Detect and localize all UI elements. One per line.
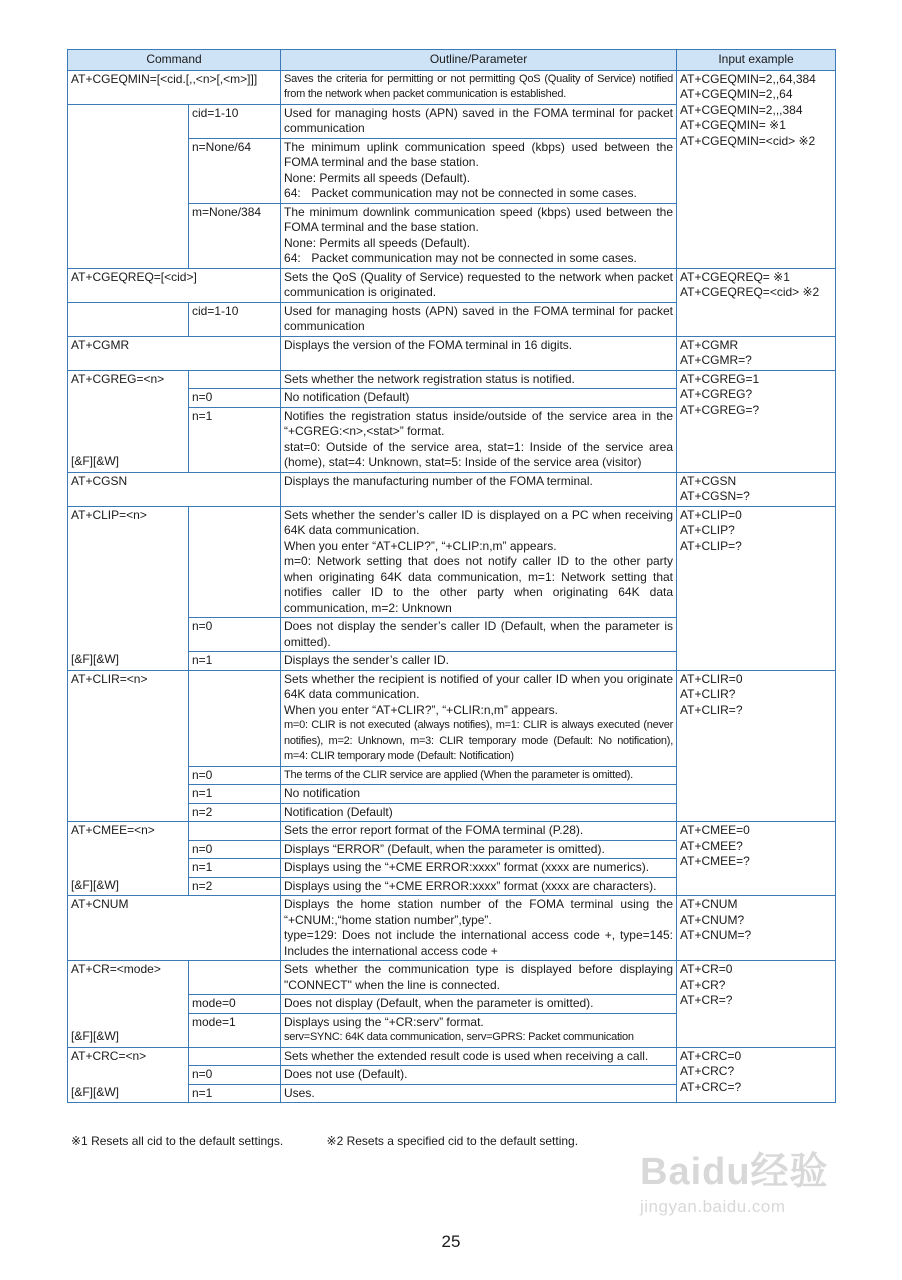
param-cgeqmin-m: m=None/384 xyxy=(189,203,281,268)
param-desc: Displays using the “+CR:serv” format. serv=SYNC: 64K data communication, serv=GPRS: Packet communication xyxy=(281,1013,677,1047)
at-command-table xyxy=(67,49,836,1103)
header-outline: Outline/Parameter xyxy=(281,50,677,71)
param-clir-n2: n=2 xyxy=(189,803,281,822)
param-desc: Used for managing hosts (APN) saved in the FOMA terminal for packet communication xyxy=(281,104,677,138)
param-cmee-n1: n=1 xyxy=(189,859,281,878)
table-row xyxy=(68,472,836,506)
command-clip: AT+CLIP=<n> [&F][&W] xyxy=(68,506,189,670)
desc-cgeqmin: Saves the criteria for permitting or not permitting QoS (Quality of Service) notified from the network when packet communication is established. xyxy=(281,70,677,104)
desc-cgsn: Displays the manufacturing number of the FOMA terminal. xyxy=(281,472,677,506)
table-row xyxy=(68,670,836,766)
factory-write-note: [&F][&W] xyxy=(71,1029,119,1043)
param-desc: Notifies the registration status inside/outside of the service area in the “+CGREG:<n>,<stat>” format. stat=0: Outside of the service area, stat=1: Inside of the service area (home), stat=4: Unknown, stat=5: Inside of the service area (visitor) xyxy=(281,407,677,472)
example-cgsn: AT+CGSN AT+CGSN=? xyxy=(677,472,836,506)
spacer-cell xyxy=(189,961,281,995)
command-crc: AT+CRC=<n> [&F][&W] xyxy=(68,1047,189,1103)
example-cmee: AT+CMEE=0 AT+CMEE? AT+CMEE=? xyxy=(677,822,836,896)
command-cgmr: AT+CGMR xyxy=(68,336,281,370)
page-number: 25 xyxy=(441,1232,461,1251)
param-desc: Displays the sender’s caller ID. xyxy=(281,652,677,671)
desc-clip: Sets whether the sender’s caller ID is displayed on a PC when receiving 64K data communication. When you enter “AT+CLIP?”, “+CLIP:n,m” appears. m=0: Network setting that does not notify caller ID to the other party when originating 64K data communication, m=1: Network setting that notifies caller ID to the other party when originating 64K data communication, m=2: Unknown xyxy=(281,506,677,618)
param-cgeqmin-n: n=None/64 xyxy=(189,138,281,203)
param-cgeqreq-cid: cid=1-10 xyxy=(189,302,281,336)
param-clir-n1: n=1 xyxy=(189,785,281,804)
param-desc: The minimum downlink communication speed (kbps) used between the FOMA terminal and the base station. None: Permits all speeds (Default). 64: Packet communication may not be connected in some cases. xyxy=(281,203,677,268)
param-desc: Displays using the “+CME ERROR:xxxx” format (xxxx are characters). xyxy=(281,877,677,896)
command-clir: AT+CLIR=<n> xyxy=(68,670,189,822)
command-cr: AT+CR=<mode> [&F][&W] xyxy=(68,961,189,1048)
param-desc: Does not use (Default). xyxy=(281,1066,677,1085)
table-header-row xyxy=(68,50,836,71)
param-desc: Uses. xyxy=(281,1084,677,1103)
desc-clir: Sets whether the recipient is notified of your caller ID when you originate 64K data communication. When you enter “AT+CLIR?”, “+CLIR:n,m” appears. m=0: CLIR is not executed (always notifies), m=1: CLIR is always executed (never notifies), m=2: Unknown, m=3: CLIR temporary mode (Default: No notification), m=4: CLIR temporary mode (Default: Notification) xyxy=(281,670,677,766)
desc-cgreg: Sets whether the network registration status is notified. xyxy=(281,370,677,389)
spacer-cell xyxy=(189,670,281,766)
param-clip-n0: n=0 xyxy=(189,618,281,652)
spacer-cell xyxy=(189,1047,281,1066)
desc-cnum: Displays the home station number of the FOMA terminal using the “+CNUM:,“home station number”,type”. type=129: Does not include the international access code +, type=145: Includes the international access code + xyxy=(281,896,677,961)
table-row xyxy=(68,1047,836,1066)
param-desc: The minimum uplink communication speed (kbps) used between the FOMA terminal and the base station. None: Permits all speeds (Default). 64: Packet communication may not be connected in some cases. xyxy=(281,138,677,203)
command-cmee: AT+CMEE=<n> [&F][&W] xyxy=(68,822,189,896)
table-row xyxy=(68,896,836,961)
example-clip: AT+CLIP=0 AT+CLIP? AT+CLIP=? xyxy=(677,506,836,670)
table-row xyxy=(68,370,836,389)
table-row xyxy=(68,70,836,104)
example-cgreg: AT+CGREG=1 AT+CGREG? AT+CGREG=? xyxy=(677,370,836,472)
param-desc: No notification (Default) xyxy=(281,389,677,408)
header-command: Command xyxy=(68,50,281,71)
desc-cgmr: Displays the version of the FOMA terminal in 16 digits. xyxy=(281,336,677,370)
param-crc-n1: n=1 xyxy=(189,1084,281,1103)
command-cgsn: AT+CGSN xyxy=(68,472,281,506)
table-row xyxy=(68,336,836,370)
factory-write-note: [&F][&W] xyxy=(71,454,119,468)
param-cgeqmin-cid: cid=1-10 xyxy=(189,104,281,138)
command-cgeqreq: AT+CGEQREQ=[<cid>] xyxy=(68,268,281,302)
param-desc: Used for managing hosts (APN) saved in the FOMA terminal for packet communication xyxy=(281,302,677,336)
footnotes xyxy=(71,1134,618,1148)
table-row xyxy=(68,506,836,618)
command-cgreg: AT+CGREG=<n> [&F][&W] xyxy=(68,370,189,472)
watermark-url: jingyan.baidu.com xyxy=(640,1197,786,1216)
param-desc: Displays using the “+CME ERROR:xxxx” format (xxxx are numerics). xyxy=(281,859,677,878)
param-clir-n0: n=0 xyxy=(189,766,281,785)
example-cgeqmin: AT+CGEQMIN=2,,64,384 AT+CGEQMIN=2,,64 AT+CGEQMIN=2,,,384 AT+CGEQMIN= ※1 AT+CGEQMIN=<cid> ※2 xyxy=(677,70,836,268)
param-clip-n1: n=1 xyxy=(189,652,281,671)
factory-write-note: [&F][&W] xyxy=(71,877,119,892)
header-example: Input example xyxy=(677,50,836,71)
example-cgeqreq: AT+CGEQREQ= ※1 AT+CGEQREQ=<cid> ※2 xyxy=(677,268,836,336)
example-crc: AT+CRC=0 AT+CRC? AT+CRC=? xyxy=(677,1047,836,1103)
desc-cgeqreq: Sets the QoS (Quality of Service) requested to the network when packet communication is originated. xyxy=(281,268,677,302)
spacer-cell xyxy=(68,302,189,336)
param-desc: Notification (Default) xyxy=(281,803,677,822)
factory-write-note: [&F][&W] xyxy=(71,1084,119,1099)
factory-write-note: [&F][&W] xyxy=(71,652,119,666)
spacer-cell xyxy=(189,370,281,389)
param-desc: Displays “ERROR” (Default, when the parameter is omitted). xyxy=(281,840,677,859)
param-desc: Does not display the sender’s caller ID (Default, when the parameter is omitted). xyxy=(281,618,677,652)
table-row xyxy=(68,961,836,995)
param-cmee-n0: n=0 xyxy=(189,840,281,859)
desc-crc: Sets whether the extended result code is used when receiving a call. xyxy=(281,1047,677,1066)
param-crc-n0: n=0 xyxy=(189,1066,281,1085)
param-desc: The terms of the CLIR service are applied (When the parameter is omitted). xyxy=(281,766,677,785)
param-cr-mode0: mode=0 xyxy=(189,995,281,1014)
param-cgreg-n0: n=0 xyxy=(189,389,281,408)
table-row xyxy=(68,268,836,302)
table-row xyxy=(68,822,836,841)
example-clir: AT+CLIR=0 AT+CLIR? AT+CLIR=? xyxy=(677,670,836,822)
param-cgreg-n1: n=1 xyxy=(189,407,281,472)
example-cgmr: AT+CGMR AT+CGMR=? xyxy=(677,336,836,370)
example-cr: AT+CR=0 AT+CR? AT+CR=? xyxy=(677,961,836,1048)
watermark-logo: Baidu经验 xyxy=(640,1151,829,1193)
param-desc: Does not display (Default, when the parameter is omitted). xyxy=(281,995,677,1014)
example-cnum: AT+CNUM AT+CNUM? AT+CNUM=? xyxy=(677,896,836,961)
command-cnum: AT+CNUM xyxy=(68,896,281,961)
param-cr-mode1: mode=1 xyxy=(189,1013,281,1047)
footnote-2: ※2 Resets a specified cid to the default setting. xyxy=(326,1134,579,1148)
command-cgeqmin: AT+CGEQMIN=[<cid.[,,<n>[,<m>]]] xyxy=(68,70,281,104)
desc-cmee: Sets the error report format of the FOMA terminal (P.28). xyxy=(281,822,677,841)
param-cmee-n2: n=2 xyxy=(189,877,281,896)
param-desc: No notification xyxy=(281,785,677,804)
spacer-cell xyxy=(68,104,189,268)
spacer-cell xyxy=(189,506,281,618)
desc-cr: Sets whether the communication type is displayed before displaying "CONNECT" when the line is connected. xyxy=(281,961,677,995)
spacer-cell xyxy=(189,822,281,841)
footnote-1: ※1 Resets all cid to the default settings. xyxy=(71,1134,284,1148)
